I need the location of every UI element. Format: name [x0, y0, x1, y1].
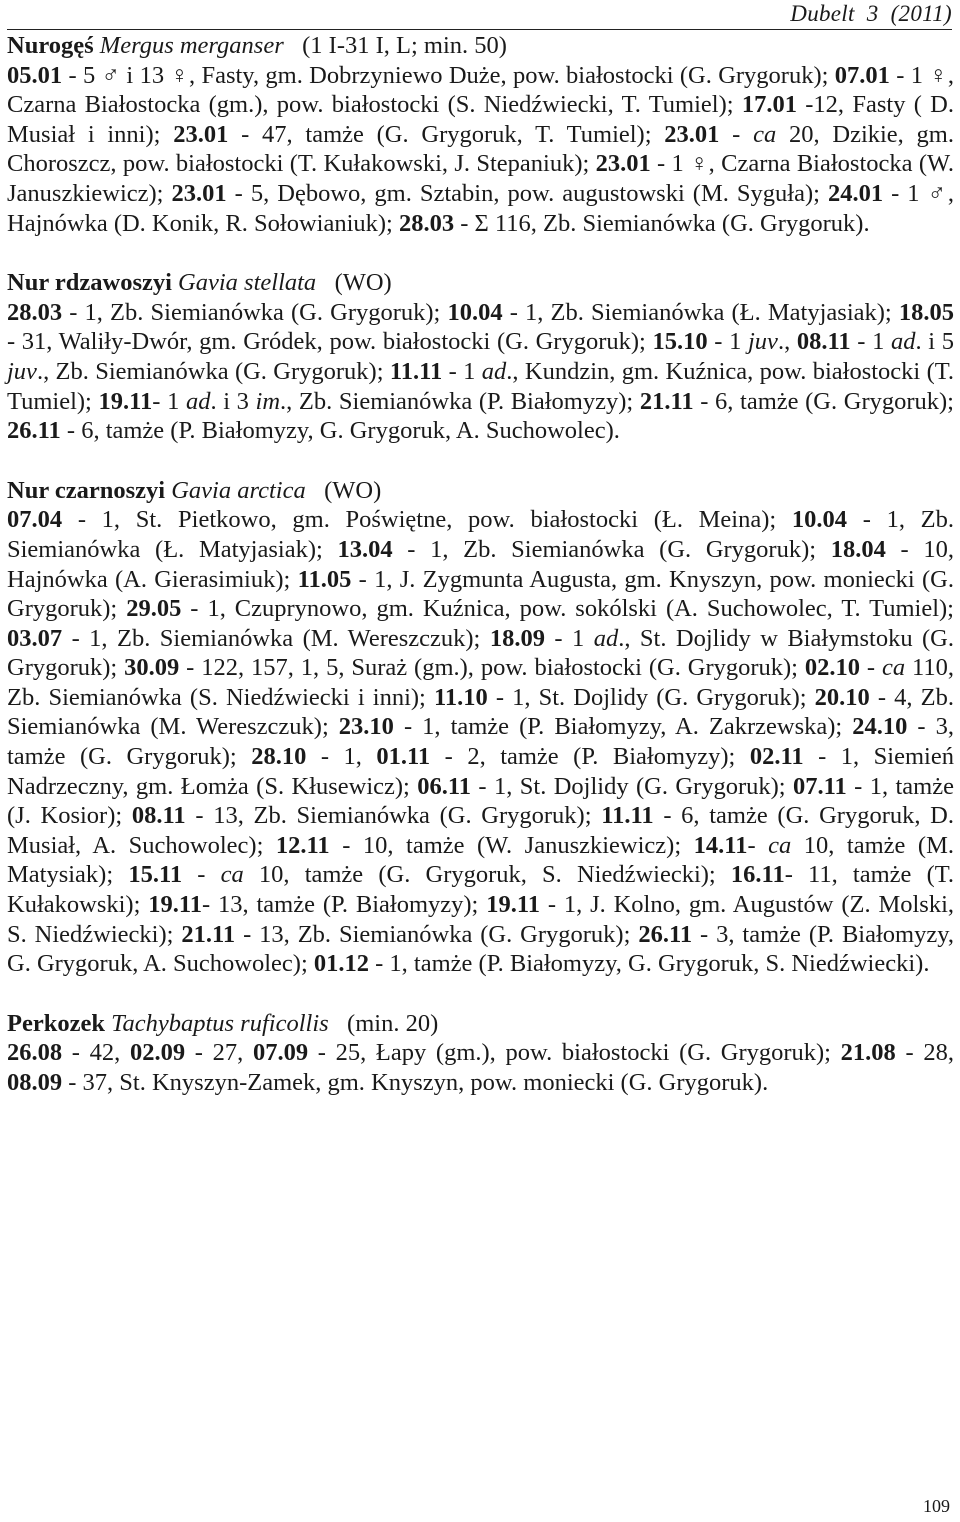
page-number: 109 [923, 1496, 950, 1516]
species-records: 07.04 - 1, St. Pietkowo, gm. Poświętne, pow. białostocki (Ł. Meina); 10.04 - 1, Zb. Siemianówka (Ł. Matyjasiak); 13.04 - 1, Zb. Siemianówka (G. Grygoruk); 18.04 - 10, Hajnówka (A. Gierasimiuk); 11.05 - 1, J. Zygmunta Augusta, gm. Knyszyn, pow. moniecki (G. Grygoruk); 29.05 - 1, Czuprynowo, gm. Kuźnica, pow. sokólski (A. Suchowolec, T. Tumiel); 03.07 - 1, Zb. Siemianówka (M. Wereszczuk); 18.09 - 1 ad., St. Dojlidy w Białymstoku (G. Grygoruk); 30.09 - 122, 157, 1, 5, Suraż (gm.), pow. białostocki (G. Grygoruk); 02.10 - ca 110, Zb. Siemianówka (S. Niedźwiecki i inni); 11.10 - 1, St. Dojlidy (G. Grygoruk); 20.10 - 4, Zb. Siemianówka (M. Wereszczuk); 23.10 - 1, tamże (P. Białomyzy, A. Zakrzewska); 24.10 - 3, tamże (G. Grygoruk); 28.10 - 1, 01.11 - 2, tamże (P. Białomyzy); 02.11 - 1, Siemień Nadrzeczny, gm. Łomża (S. Kłusewicz); 06.11 - 1, St. Dojlidy (G. Grygoruk); 07.11 - 1, tamże (J. Kosior); 08.11 - 13, Zb. Siemianówka (G. Grygoruk); 11.11 - 6, tamże (G. Grygoruk, D. Musiał, A. Suchowolec); 12.11 - 10, tamże (W. Januszkiewicz); 14.11- ca 10, tamże (M. Matysiak); 15.11 - ca 10, tamże (G. Grygoruk, S. Niedźwiecki); 16.11- 11, tamże (T. Kułakowski); 19.11- 13, tamże (P. Białomyzy); 19.11 - 1, J. Kolno, gm. Augustów (Z. Molski, S. Niedźwiecki); 21.11 - 13, Zb. Siemianówka (G. Grygoruk); 26.11 - 3, tamże (P. Białomyzy, G. Grygoruk, A. Suchowolec); 01.12 - 1, tamże (P. Białomyzy, G. Grygoruk, S. Niedźwiecki). [7, 506, 955, 978]
species-heading [7, 1009, 954, 1039]
species-list [7, 31, 954, 1098]
species-note: (WO) [324, 476, 382, 504]
species-polish-name: Nurogęś [7, 32, 94, 59]
species-entry [7, 268, 954, 446]
species-records: 05.01 - 5 ♂ i 13 ♀, Fasty, gm. Dobrzyniewo Duże, pow. białostocki (G. Grygoruk); 07.01 - 1 ♀, Czarna Białostocka (gm.), pow. białostocki (S. Niedźwiecki, T. Tumiel); 17.01 -12, Fasty ( D. Musiał i inni); 23.01 - 47, tamże (G. Grygoruk, T. Tumiel); 23.01 - ca 20, Dzikie, gm. Choroszcz, pow. białostocki (T. Kułakowski, J. Stepaniuk); 23.01 - 1 ♀, Czarna Białostocka (W. Januszkiewicz); 23.01 - 5, Dębowo, gm. Sztabin, pow. augustowski (M. Sygułа); 24.01 - 1 ♂, Hajnówka (D. Konik, R. Sołowianiuk); 28.03 - Σ 116, Zb. Siemianówka (G. Grygoruk). [7, 61, 954, 237]
journal-title: Dubelt 3 (2011) [790, 1, 952, 26]
species-entry [7, 1009, 954, 1098]
species-records: 28.03 - 1, Zb. Siemianówka (G. Grygoruk); 10.04 - 1, Zb. Siemianówka (Ł. Matyjasiak); 18.05 - 31, Waliły-Dwór, gm. Gródek, pow. białostocki (G. Grygoruk); 15.10 - 1 juv., 08.11 - 1 ad. i 5 juv., Zb. Siemianówka (G. Grygoruk); 11.11 - 1 ad., Kundzin, gm. Kuźnica, pow. białostocki (T. Tumiel); 19.11- 1 ad. i 3 im., Zb. Siemianówka (P. Białomyzy); 21.11 - 6, tamże (G. Grygoruk); 26.11 - 6, tamże (P. Białomyzy, G. Grygoruk, A. Suchowolec). [7, 298, 955, 445]
species-latin-name: Gavia arctica [171, 476, 306, 504]
species-heading [7, 476, 954, 506]
species-entry [7, 31, 954, 238]
species-latin-name: Mergus merganser [99, 32, 284, 59]
species-latin-name: Tachybaptus ruficollis [111, 1009, 329, 1037]
species-heading [7, 268, 954, 298]
species-polish-name: Perkozek [7, 1009, 105, 1037]
species-records: 26.08 - 42, 02.09 - 27, 07.09 - 25, Łapy (gm.), pow. białostocki (G. Grygoruk); 21.08 - 28, 08.09 - 37, St. Knyszyn-Zamek, gm. Knyszyn, pow. moniecki (G. Grygoruk). [7, 1039, 954, 1096]
species-polish-name: Nur czarnoszyi [7, 476, 166, 504]
running-header [7, 1, 952, 30]
species-note: (WO) [334, 269, 392, 297]
species-entry [7, 476, 954, 979]
species-polish-name: Nur rdzawoszyi [7, 269, 172, 297]
species-heading [7, 31, 954, 61]
species-latin-name: Gavia stellata [178, 269, 317, 297]
species-note: (min. 20) [347, 1009, 439, 1037]
species-note: (1 I-31 I, L; min. 50) [302, 32, 507, 59]
